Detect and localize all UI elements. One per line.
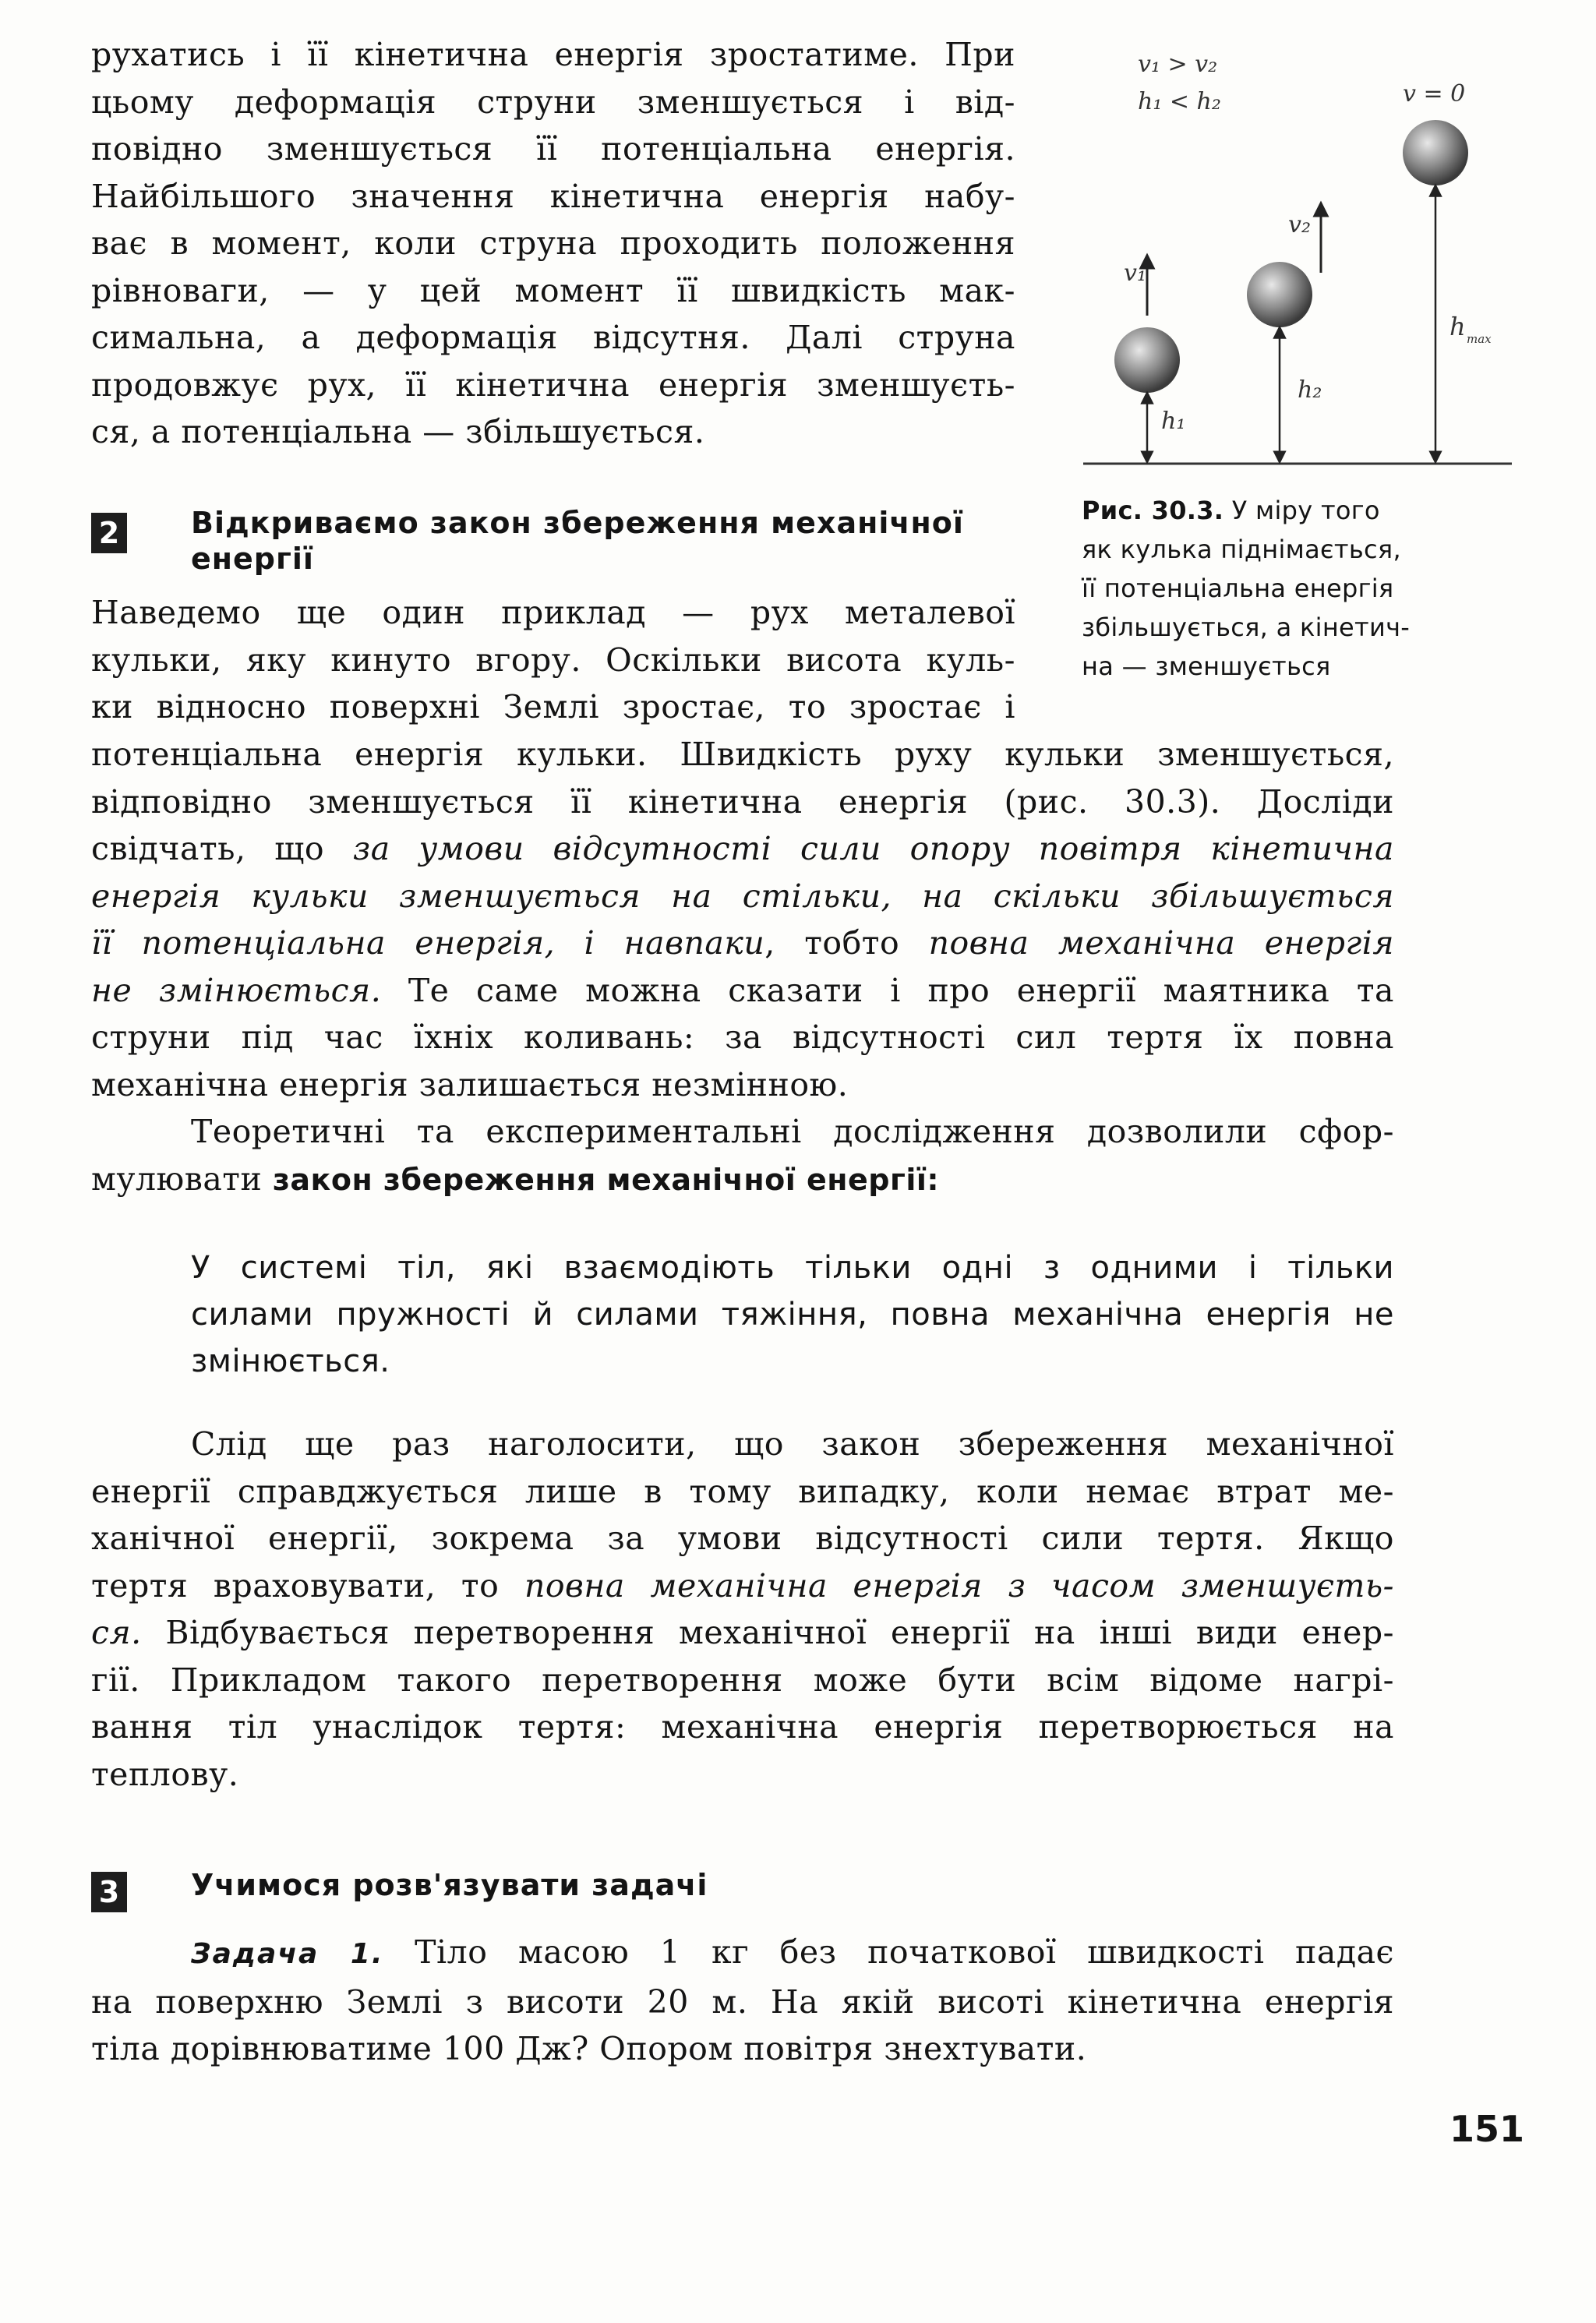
text-line: продовжує рух, її кінетична енергія зменшуєть- <box>91 365 1015 404</box>
italic-text: енергія кульки зменшується на стільки, на скільки збільшується <box>91 877 1394 915</box>
text-line: свідчать, що за умови відсутності сили опору повітря кінетична <box>91 830 1394 867</box>
text-line: енергії справджується лише в тому випадку, коли немає втрат ме- <box>91 1472 1394 1510</box>
text-line: Задача 1. Тіло масою 1 кг без початкової швидкості падає <box>191 1933 1394 1971</box>
hmax-label: h <box>1449 312 1466 341</box>
caption-line: на — зменшується <box>1082 651 1331 681</box>
text-line: ся. Відбувається перетворення механічної енергії на інші види енер- <box>91 1614 1394 1651</box>
cond-v-label: v₁ > v₂ <box>1138 51 1218 78</box>
law-name: закон збереження механічної енергії: <box>272 1162 940 1197</box>
page-number: 151 <box>1449 2108 1525 2150</box>
section-title-line: енергії <box>191 542 314 576</box>
section-2-paragraph <box>91 731 1394 1203</box>
ball-2 <box>1247 262 1312 327</box>
caption-line: збільшується, а кінетич- <box>1082 613 1411 642</box>
section-number-badge: 2 <box>91 513 127 553</box>
cond-h-label: h₁ < h₂ <box>1138 88 1221 115</box>
text-line: цьому деформація струни зменшується і від- <box>91 83 1015 121</box>
law-line: силами пружності й силами тяжіння, повна механічна енергія не <box>191 1297 1394 1333</box>
law-line: У системі тіл, які взаємодіють тільки одні з одними і тільки <box>191 1250 1394 1286</box>
text-line: потенціальна енергія кульки. Швидкість руху кульки зменшується, <box>91 736 1394 773</box>
text-line: рівноваги, — у цей момент її швидкість мак- <box>91 271 1015 309</box>
ball-diagram <box>1083 31 1520 475</box>
text-line: гії. Прикладом такого перетворення може бути всім відоме нагрі- <box>91 1661 1394 1699</box>
ball-1 <box>1114 327 1180 393</box>
text-line: симальна, а деформація відсутня. Далі струна <box>91 319 1015 356</box>
caption-label: Рис. 30.3. <box>1082 496 1224 525</box>
italic-text: за умови відсутності сили опору повітря кінетична <box>352 830 1394 867</box>
ball-top <box>1403 120 1468 185</box>
text-line: Найбільшого значення кінетична енергія набу- <box>91 177 1015 215</box>
h2-label: h₂ <box>1298 376 1322 404</box>
v-zero-label: v = 0 <box>1403 80 1466 108</box>
text-line: на поверхню Землі з висоти 20 м. На якій висоті кінетична енергія <box>91 1982 1394 2021</box>
text-line: вання тіл унаслідок тертя: механічна енергія перетворюється на <box>91 1708 1394 1746</box>
section-title-line: Відкриваємо закон збереження механічної <box>191 506 964 540</box>
text-line: ся, а потенціальна — збільшується. <box>91 413 705 450</box>
h1-label: h₁ <box>1161 408 1186 435</box>
text-line: тертя враховувати, то повна механічна енергія з часом зменшуєть- <box>91 1566 1394 1605</box>
text-line: ває в момент, коли струна проходить положення <box>91 224 1015 262</box>
task-1 <box>91 1929 1394 2073</box>
text-line: кульки, яку кинуто вгору. Оскільки висота куль- <box>91 641 1015 679</box>
text-line: Теоретичні та експериментальні дослідження дозволили сфор- <box>191 1113 1394 1150</box>
text-line: не змінюється. Те саме можна сказати і про енергії маятника та <box>91 971 1394 1009</box>
text-line: її потенціальна енергія, і навпаки, тобто повна механічна енергія <box>91 924 1395 962</box>
section-2-paragraph-start <box>91 589 1015 731</box>
intro-paragraph <box>91 31 1015 456</box>
friction-paragraph <box>91 1421 1394 1798</box>
hmax-subscript: max <box>1467 332 1492 346</box>
text-line: Слід ще раз наголосити, що закон збереження механічної <box>191 1425 1394 1463</box>
text-line: струни під час їхніх коливань: за відсутності сил тертя їх повна <box>91 1019 1394 1056</box>
v2-label: v₂ <box>1288 211 1311 238</box>
text-line: мулювати закон збереження механічної енергії: <box>91 1160 940 1198</box>
figure-caption <box>1082 491 1448 686</box>
text-line: механічна енергія залишається незмінною. <box>91 1065 849 1103</box>
v1-label: v₁ <box>1124 259 1146 287</box>
caption-line: як кулька піднімається, <box>1082 535 1401 564</box>
text-line: тіла дорівнюватиме 100 Дж? Опором повітря знехтувати. <box>91 2030 1087 2067</box>
caption-text: У міру того <box>1231 496 1380 525</box>
task-label: Задача 1. <box>191 1938 384 1970</box>
text-line: ханічної енергії, зокрема за умови відсутності сили тертя. Якщо <box>91 1520 1394 1557</box>
law-line: змінюється. <box>191 1343 390 1379</box>
figure-30-3 <box>1083 31 1520 475</box>
section-title <box>191 505 964 577</box>
text-line: відповідно зменшується її кінетична енергія (рис. 30.3). Досліди <box>91 782 1394 821</box>
text-line: рухатись і її кінетична енергія зростатиме. При <box>91 36 1015 73</box>
section-title: Учимося розв'язувати задачі <box>191 1868 708 1902</box>
text-line: повідно зменшується її потенціальна енергія. <box>91 130 1015 168</box>
law-statement <box>191 1244 1394 1385</box>
text-line: теплову. <box>91 1755 239 1793</box>
text-line: ки відносно поверхні Землі зростає, то зростає і <box>91 688 1015 725</box>
text-line: Наведемо ще один приклад — рух металевої <box>91 594 1015 631</box>
caption-line: її потенціальна енергія <box>1082 574 1394 603</box>
section-number-badge: 3 <box>91 1872 127 1912</box>
